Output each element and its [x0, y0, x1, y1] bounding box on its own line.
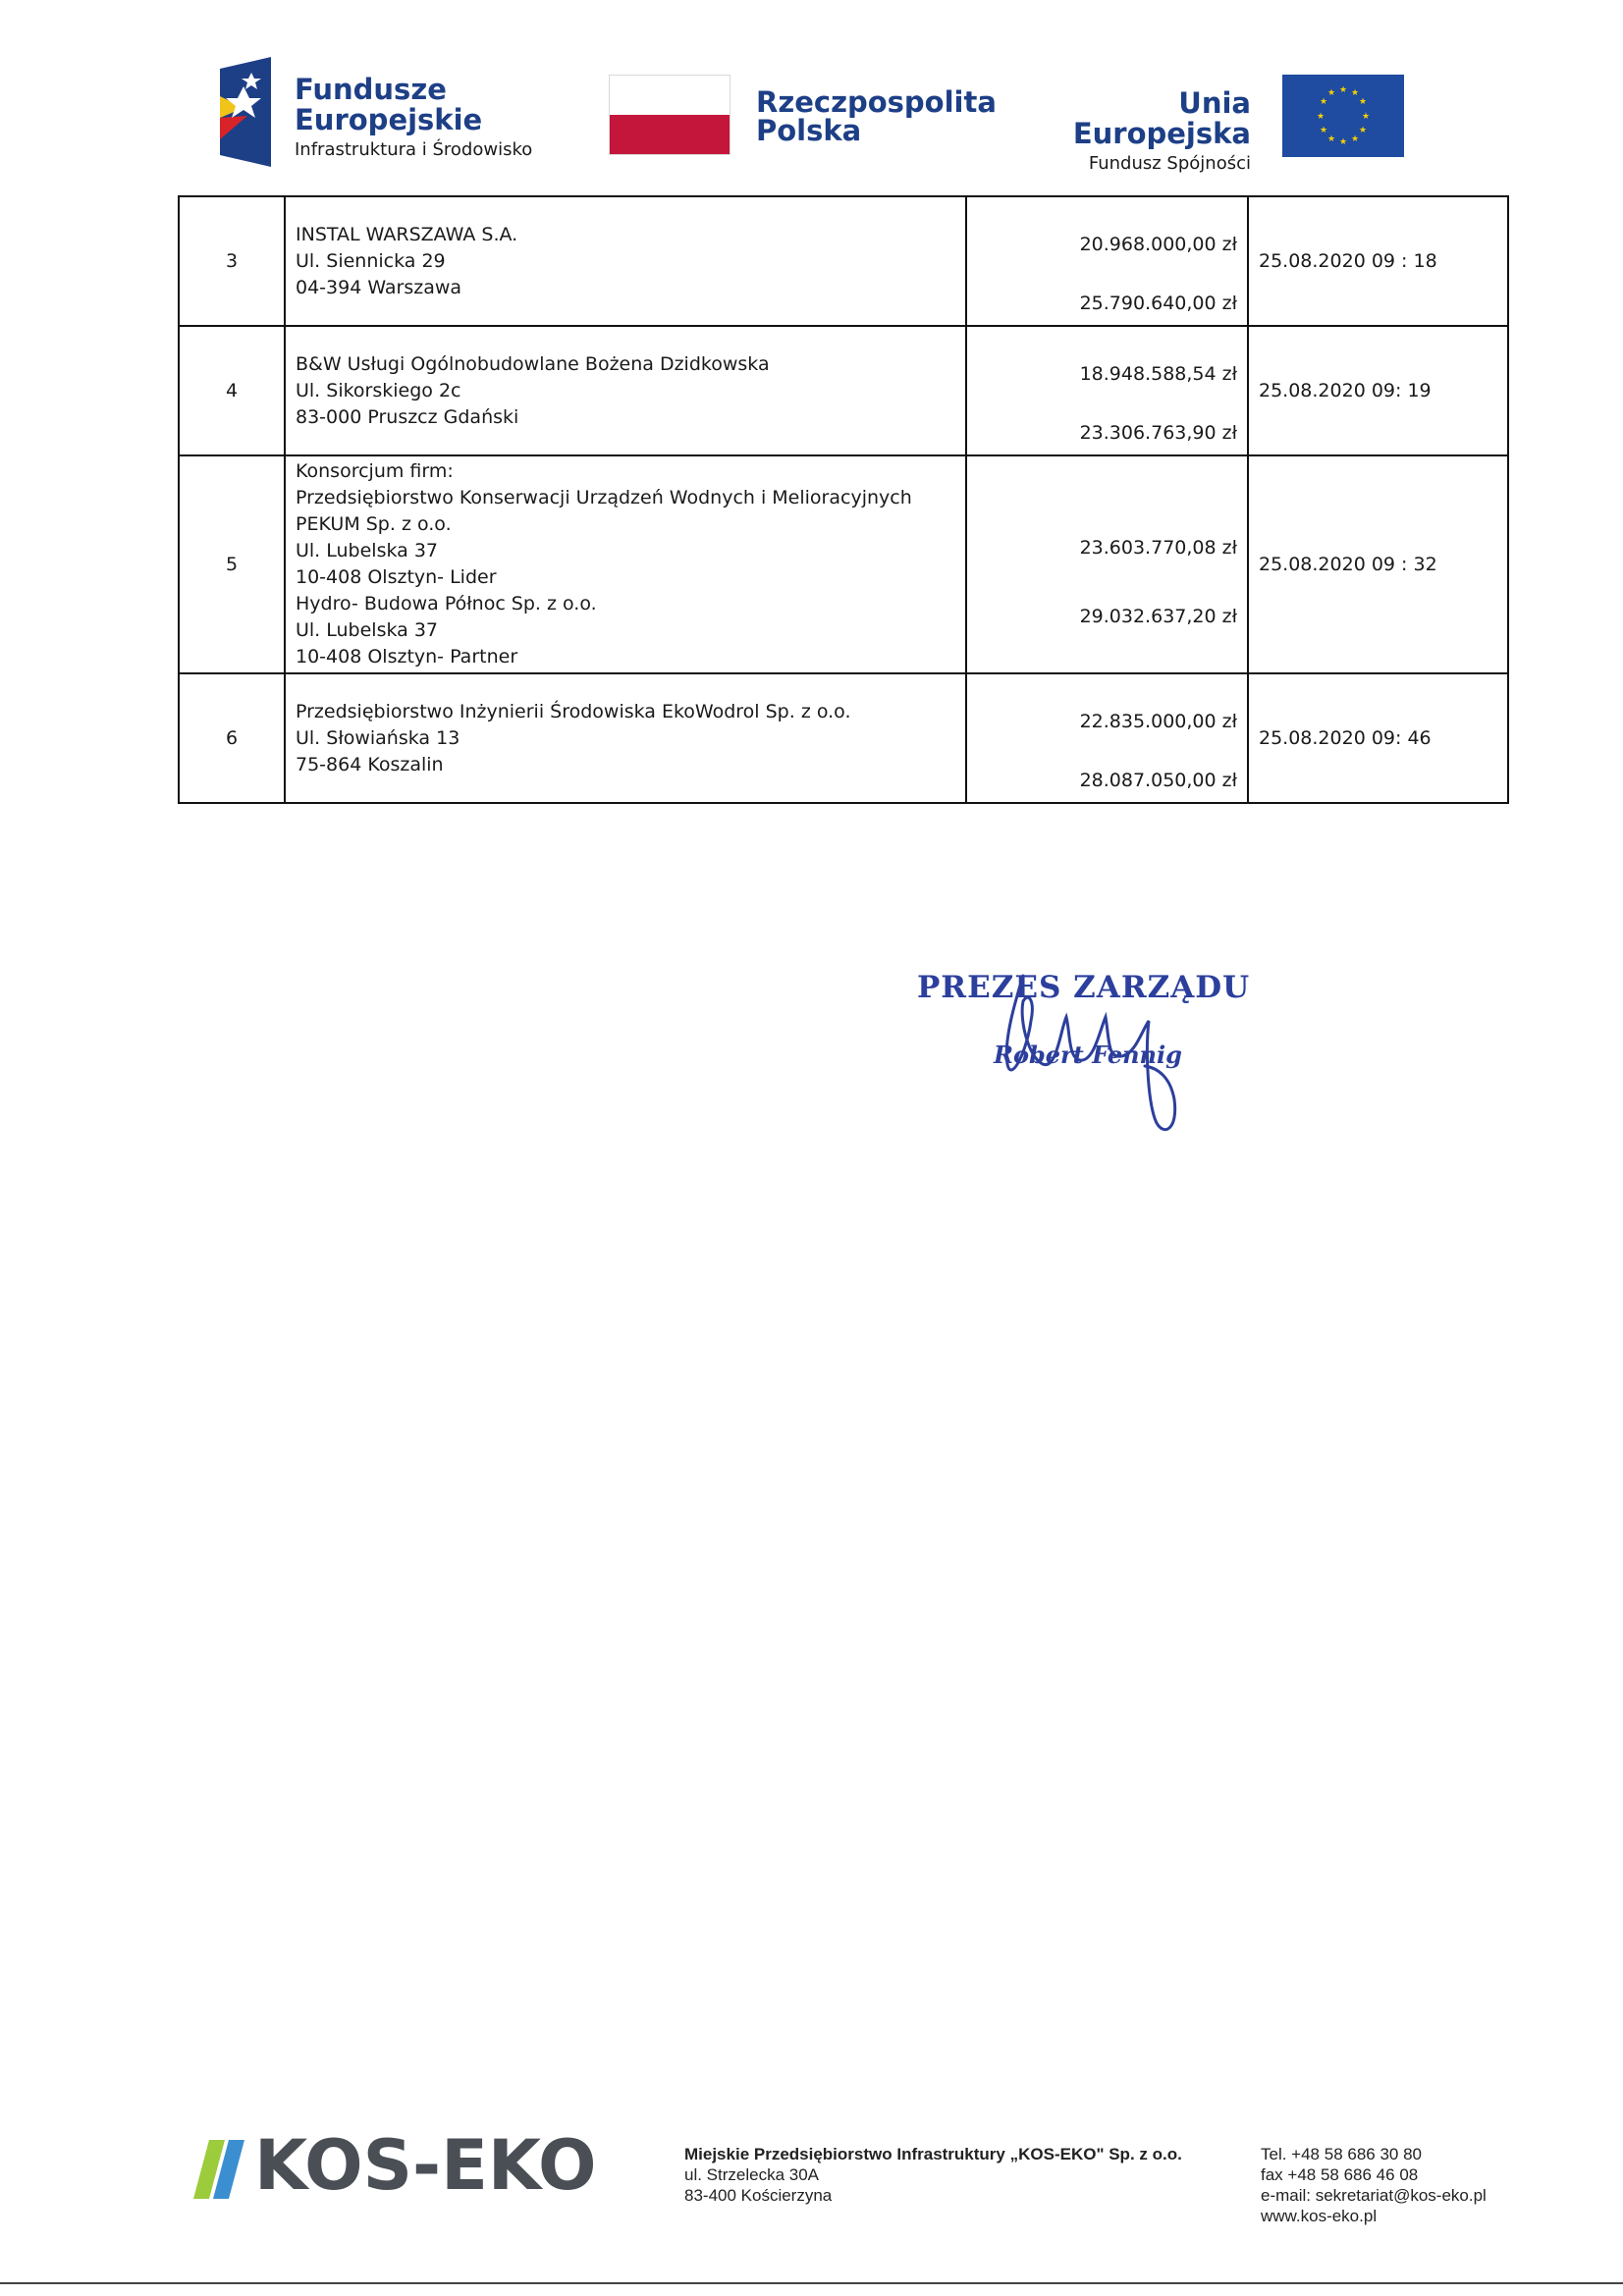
bidder-line: PEKUM Sp. z o.o.: [296, 513, 452, 535]
offer-number: 5: [179, 455, 285, 673]
website-link[interactable]: www.kos-eko.pl: [1261, 2207, 1378, 2225]
net-price: 20.968.000,00 zł: [1079, 234, 1237, 255]
net-price: 22.835.000,00 zł: [1079, 711, 1237, 732]
table-row: [179, 326, 1508, 455]
price-cell: [966, 196, 1248, 326]
offer-number: 3: [179, 196, 285, 326]
kos-eko-stripes-icon: [191, 2138, 250, 2201]
stamp-name: Robert Fennig: [994, 1041, 1182, 1069]
bidder-line: Ul. Słowiańska 13: [296, 726, 460, 749]
svg-text:★: ★: [1361, 112, 1371, 122]
company-name: Miejskie Przedsiębiorstwo Infrastruktury „KOS-EKO" Sp. z o.o.: [684, 2145, 1182, 2163]
svg-text:★: ★: [1326, 88, 1336, 98]
fundusze-europejskie-logo: [214, 57, 548, 167]
fe-title-line-1: Fundusze: [295, 73, 447, 106]
fe-title-line-2: Europejskie: [295, 103, 483, 136]
offer-number: 4: [179, 326, 285, 455]
gross-price: 23.306.763,90 zł: [1079, 422, 1237, 444]
submission-date: 25.08.2020 09 : 32: [1248, 455, 1508, 673]
net-price: 18.948.588,54 zł: [1079, 363, 1237, 385]
fax-number: fax +48 58 686 46 08: [1261, 2165, 1419, 2184]
bidder-line: Przedsiębiorstwo Konserwacji Urządzeń Wodnych i Melioracyjnych: [296, 487, 912, 508]
svg-text:★: ★: [1358, 126, 1368, 135]
handwritten-signature-icon: [913, 962, 1286, 1158]
svg-text:★: ★: [1326, 134, 1336, 144]
gross-price: 29.032.637,20 zł: [1079, 606, 1237, 627]
kos-eko-logo-text: KOS-EKO: [254, 2125, 597, 2206]
svg-text:★: ★: [1350, 134, 1360, 144]
rp-title-line-2: Polska: [756, 114, 862, 147]
svg-text:★: ★: [1316, 112, 1325, 122]
eu-flag-icon: [1282, 75, 1404, 157]
bidder-cell: [285, 196, 966, 326]
bidder-line: B&W Usługi Ogólnobudowlane Bożena Dzidkowska: [296, 352, 770, 375]
bidder-line: 83-000 Pruszcz Gdański: [296, 405, 519, 428]
gross-price: 28.087.050,00 zł: [1079, 770, 1237, 791]
bidder-line: 10-408 Olsztyn- Lider: [296, 566, 497, 588]
polish-flag-icon: [609, 75, 730, 155]
svg-text:★: ★: [1319, 126, 1328, 135]
bidder-cell: [285, 455, 966, 673]
bidder-line: 75-864 Koszalin: [296, 753, 444, 775]
rp-title-line-1: Rzeczpospolita: [756, 85, 997, 119]
offers-table: [178, 195, 1509, 804]
rzeczpospolita-polska-logo: [609, 75, 997, 157]
bidder-cell: [285, 673, 966, 803]
kos-eko-logo: [191, 2125, 597, 2206]
table-row: [179, 455, 1508, 673]
bottom-divider: [0, 2282, 1623, 2284]
unia-europejska-logo: [1031, 75, 1404, 174]
submission-date: 25.08.2020 09: 46: [1248, 673, 1508, 803]
bidder-line: Ul. Lubelska 37: [296, 540, 439, 561]
bidder-line: INSTAL WARSZAWA S.A.: [296, 223, 518, 245]
company-street: ul. Strzelecka 30A: [684, 2165, 820, 2184]
bidder-line: Ul. Lubelska 37: [296, 619, 439, 641]
ue-subtitle: Fundusz Spójności: [1088, 153, 1251, 174]
table-row: [179, 673, 1508, 803]
svg-text:★: ★: [1350, 88, 1360, 98]
bidder-line: Konsorcjum firm:: [296, 460, 454, 482]
phone-number: Tel. +48 58 686 30 80: [1261, 2145, 1422, 2163]
net-price: 23.603.770,08 zł: [1079, 537, 1237, 559]
bidder-line: 10-408 Olsztyn- Partner: [296, 646, 518, 667]
submission-date: 25.08.2020 09: 19: [1248, 326, 1508, 455]
svg-text:★: ★: [1358, 97, 1368, 107]
signature-stamp: [913, 962, 1286, 1158]
svg-text:★: ★: [1338, 85, 1348, 95]
bidder-line: Hydro- Budowa Północ Sp. z o.o.: [296, 593, 597, 614]
gross-price: 25.790.640,00 zł: [1079, 293, 1237, 314]
price-cell: [966, 673, 1248, 803]
offer-number: 6: [179, 673, 285, 803]
ue-title: Unia Europejska: [1072, 86, 1251, 150]
bidder-line: Ul. Sikorskiego 2c: [296, 379, 461, 401]
bidder-line: 04-394 Warszawa: [296, 276, 462, 298]
price-cell: [966, 326, 1248, 455]
company-address: [684, 2144, 1182, 2206]
bidder-cell: [285, 326, 966, 455]
email-address: e-mail: sekretariat@kos-eko.pl: [1261, 2186, 1487, 2205]
submission-date: 25.08.2020 09 : 18: [1248, 196, 1508, 326]
company-contacts: [1261, 2144, 1487, 2226]
table-row: [179, 196, 1508, 326]
company-city: 83-400 Kościerzyna: [684, 2186, 833, 2205]
bidder-line: Przedsiębiorstwo Inżynierii Środowiska EkoWodrol Sp. z o.o.: [296, 700, 851, 722]
stamp-title: PREZES ZARZĄDU: [917, 970, 1251, 1005]
fe-emblem-icon: [214, 57, 279, 167]
fe-subtitle: Infrastruktura i Środowisko: [295, 139, 533, 160]
svg-text:★: ★: [1319, 97, 1328, 107]
bidder-line: Ul. Siennicka 29: [296, 249, 446, 272]
svg-text:★: ★: [1338, 137, 1348, 147]
price-cell: [966, 455, 1248, 673]
